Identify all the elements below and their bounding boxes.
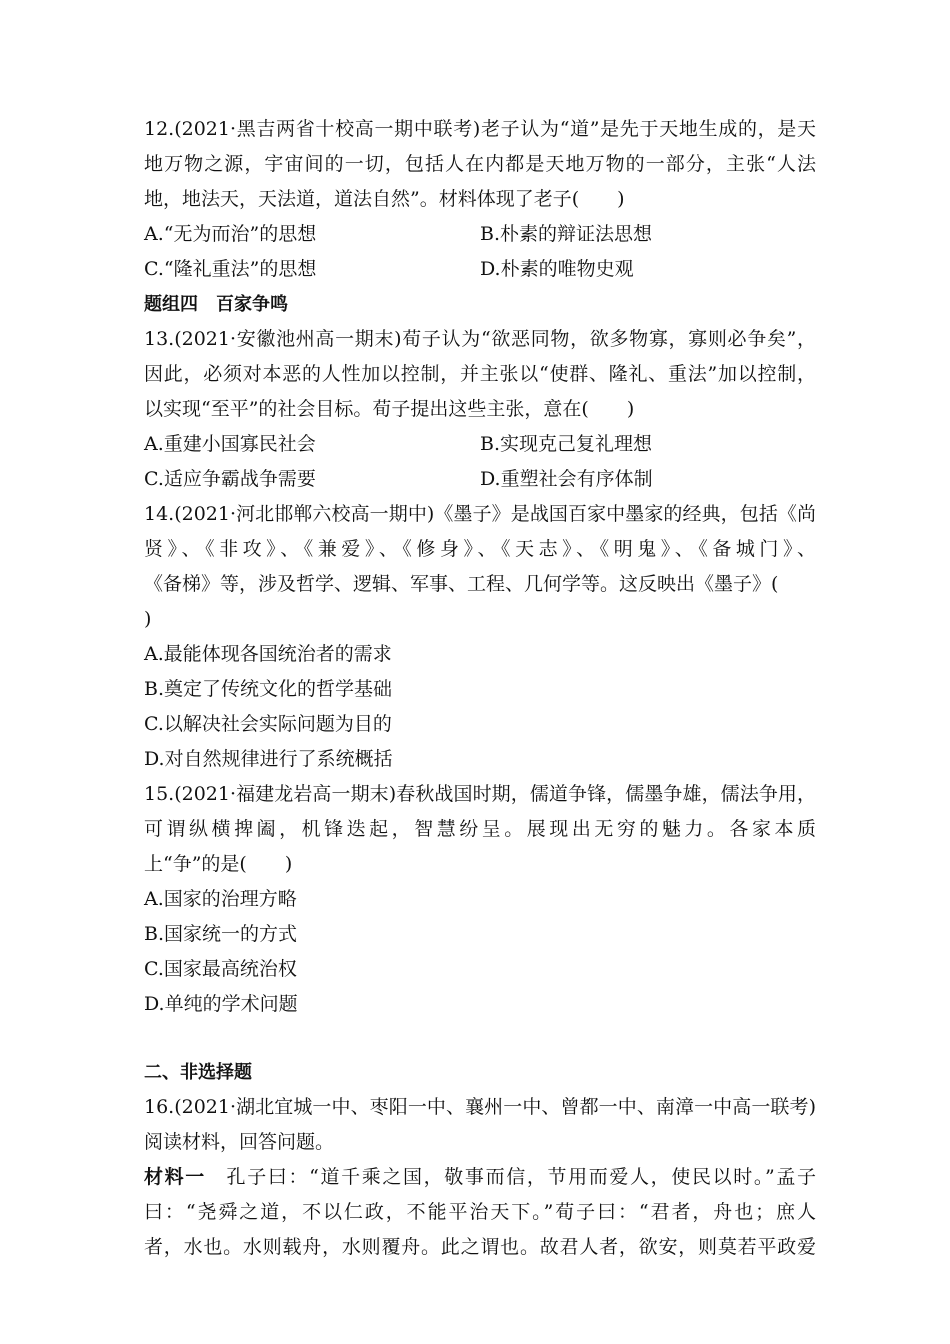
question-13-stem-line: 13.(2021·安徽池州高一期末)荀子认为“欲恶同物，欲多物寡，寡则必争矣”， xyxy=(144,328,816,350)
material-1-line xyxy=(144,1160,816,1195)
question-14 xyxy=(144,497,816,637)
question-12-option-b[interactable]: B.朴素的辩证法思想 xyxy=(480,223,653,245)
question-14-stem-line: 《备梯》等，涉及哲学、逻辑、军事、工程、几何学等。这反映出《墨子》( xyxy=(144,573,779,595)
question-16-stem-line: 16.(2021·湖北宜城一中、枣阳一中、襄州一中、曾都一中、南漳一中高一联考) xyxy=(144,1096,816,1118)
question-12-stem-line: 地，地法天，天法道，道法自然”。材料体现了老子( ) xyxy=(144,188,625,210)
question-12-options-row xyxy=(144,217,816,252)
question-12-stem-line: 12.(2021·黑吉两省十校高一期中联考)老子认为“道”是先于天地生成的，是天 xyxy=(144,118,816,140)
material-1-line: 者，水也。水则载舟，水则覆舟。此之谓也。故君人者，欲安，则莫若平政爱 xyxy=(144,1236,816,1258)
question-13-options-row xyxy=(144,462,816,497)
question-15-stem-line: 上“争”的是( ) xyxy=(144,853,293,875)
question-14-option-a[interactable]: A.最能体现各国统治者的需求 xyxy=(144,643,392,665)
question-14-stem-line: ) xyxy=(144,608,152,630)
question-12-option-d[interactable]: D.朴素的唯物史观 xyxy=(480,258,634,280)
question-13 xyxy=(144,322,816,427)
question-15-stem-line: 15.(2021·福建龙岩高一期末)春秋战国时期，儒道争锋，儒墨争雄，儒法争用， xyxy=(144,783,816,805)
material-1-text: 孔子曰：“道千乘之国，敬事而信，节用而爱人，使民以时。”孟子 xyxy=(205,1166,816,1188)
question-13-option-b[interactable]: B.实现克己复礼理想 xyxy=(480,433,653,455)
question-15-option-d[interactable]: D.单纯的学术问题 xyxy=(144,993,298,1015)
question-15-option-c[interactable]: C.国家最高统治权 xyxy=(144,958,297,980)
question-14-stem-line: 14.(2021·河北邯郸六校高一期中)《墨子》是战国百家中墨家的经典，包括《尚 xyxy=(144,503,816,525)
question-15-option-a[interactable]: A.国家的治理方略 xyxy=(144,888,297,910)
question-13-option-c[interactable]: C.适应争霸战争需要 xyxy=(144,468,316,490)
group-4-heading: 题组四 百家争鸣 xyxy=(144,294,288,315)
question-16 xyxy=(144,1090,816,1265)
question-12 xyxy=(144,112,816,217)
question-13-stem-line: 以实现“至平”的社会目标。荀子提出这些主张，意在( ) xyxy=(144,398,635,420)
question-12-option-c[interactable]: C.“隆礼重法”的思想 xyxy=(144,258,317,280)
question-12-stem-line: 地万物之源，宇宙间的一切，包括人在内都是天地万物的一部分，主张“人法 xyxy=(144,153,816,175)
question-16-stem-line: 阅读材料，回答问题。 xyxy=(144,1131,335,1153)
question-14-stem-line: 贤》、《非攻》、《兼爱》、《修身》、《天志》、《明鬼》、《备城门》、 xyxy=(144,538,816,560)
question-14-option-c[interactable]: C.以解决社会实际问题为目的 xyxy=(144,713,392,735)
question-13-stem-line: 因此，必须对本恶的人性加以控制，并主张以“使群、隆礼、重法”加以控制， xyxy=(144,363,816,385)
question-15 xyxy=(144,777,816,882)
section-2-heading: 二、非选择题 xyxy=(144,1062,252,1083)
question-15-stem-line: 可谓纵横捭阖，机锋迭起，智慧纷呈。展现出无穷的魅力。各家本质 xyxy=(144,818,816,840)
question-13-option-a[interactable]: A.重建小国寡民社会 xyxy=(144,433,316,455)
material-1-line: 曰：“尧舜之道，不以仁政，不能平治天下。”荀子曰：“君者，舟也；庶人 xyxy=(144,1201,816,1223)
material-1-label: 材料一 xyxy=(144,1166,206,1188)
question-12-options-row xyxy=(144,252,816,287)
question-15-option-b[interactable]: B.国家统一的方式 xyxy=(144,923,298,945)
question-13-options-row xyxy=(144,427,816,462)
question-14-option-d[interactable]: D.对自然规律进行了系统概括 xyxy=(144,748,393,770)
question-13-option-d[interactable]: D.重塑社会有序体制 xyxy=(480,468,653,490)
question-12-option-a[interactable]: A.“无为而治”的思想 xyxy=(144,223,317,245)
exam-page xyxy=(144,112,816,1265)
question-14-option-b[interactable]: B.奠定了传统文化的哲学基础 xyxy=(144,678,393,700)
section-spacer xyxy=(144,1022,816,1055)
